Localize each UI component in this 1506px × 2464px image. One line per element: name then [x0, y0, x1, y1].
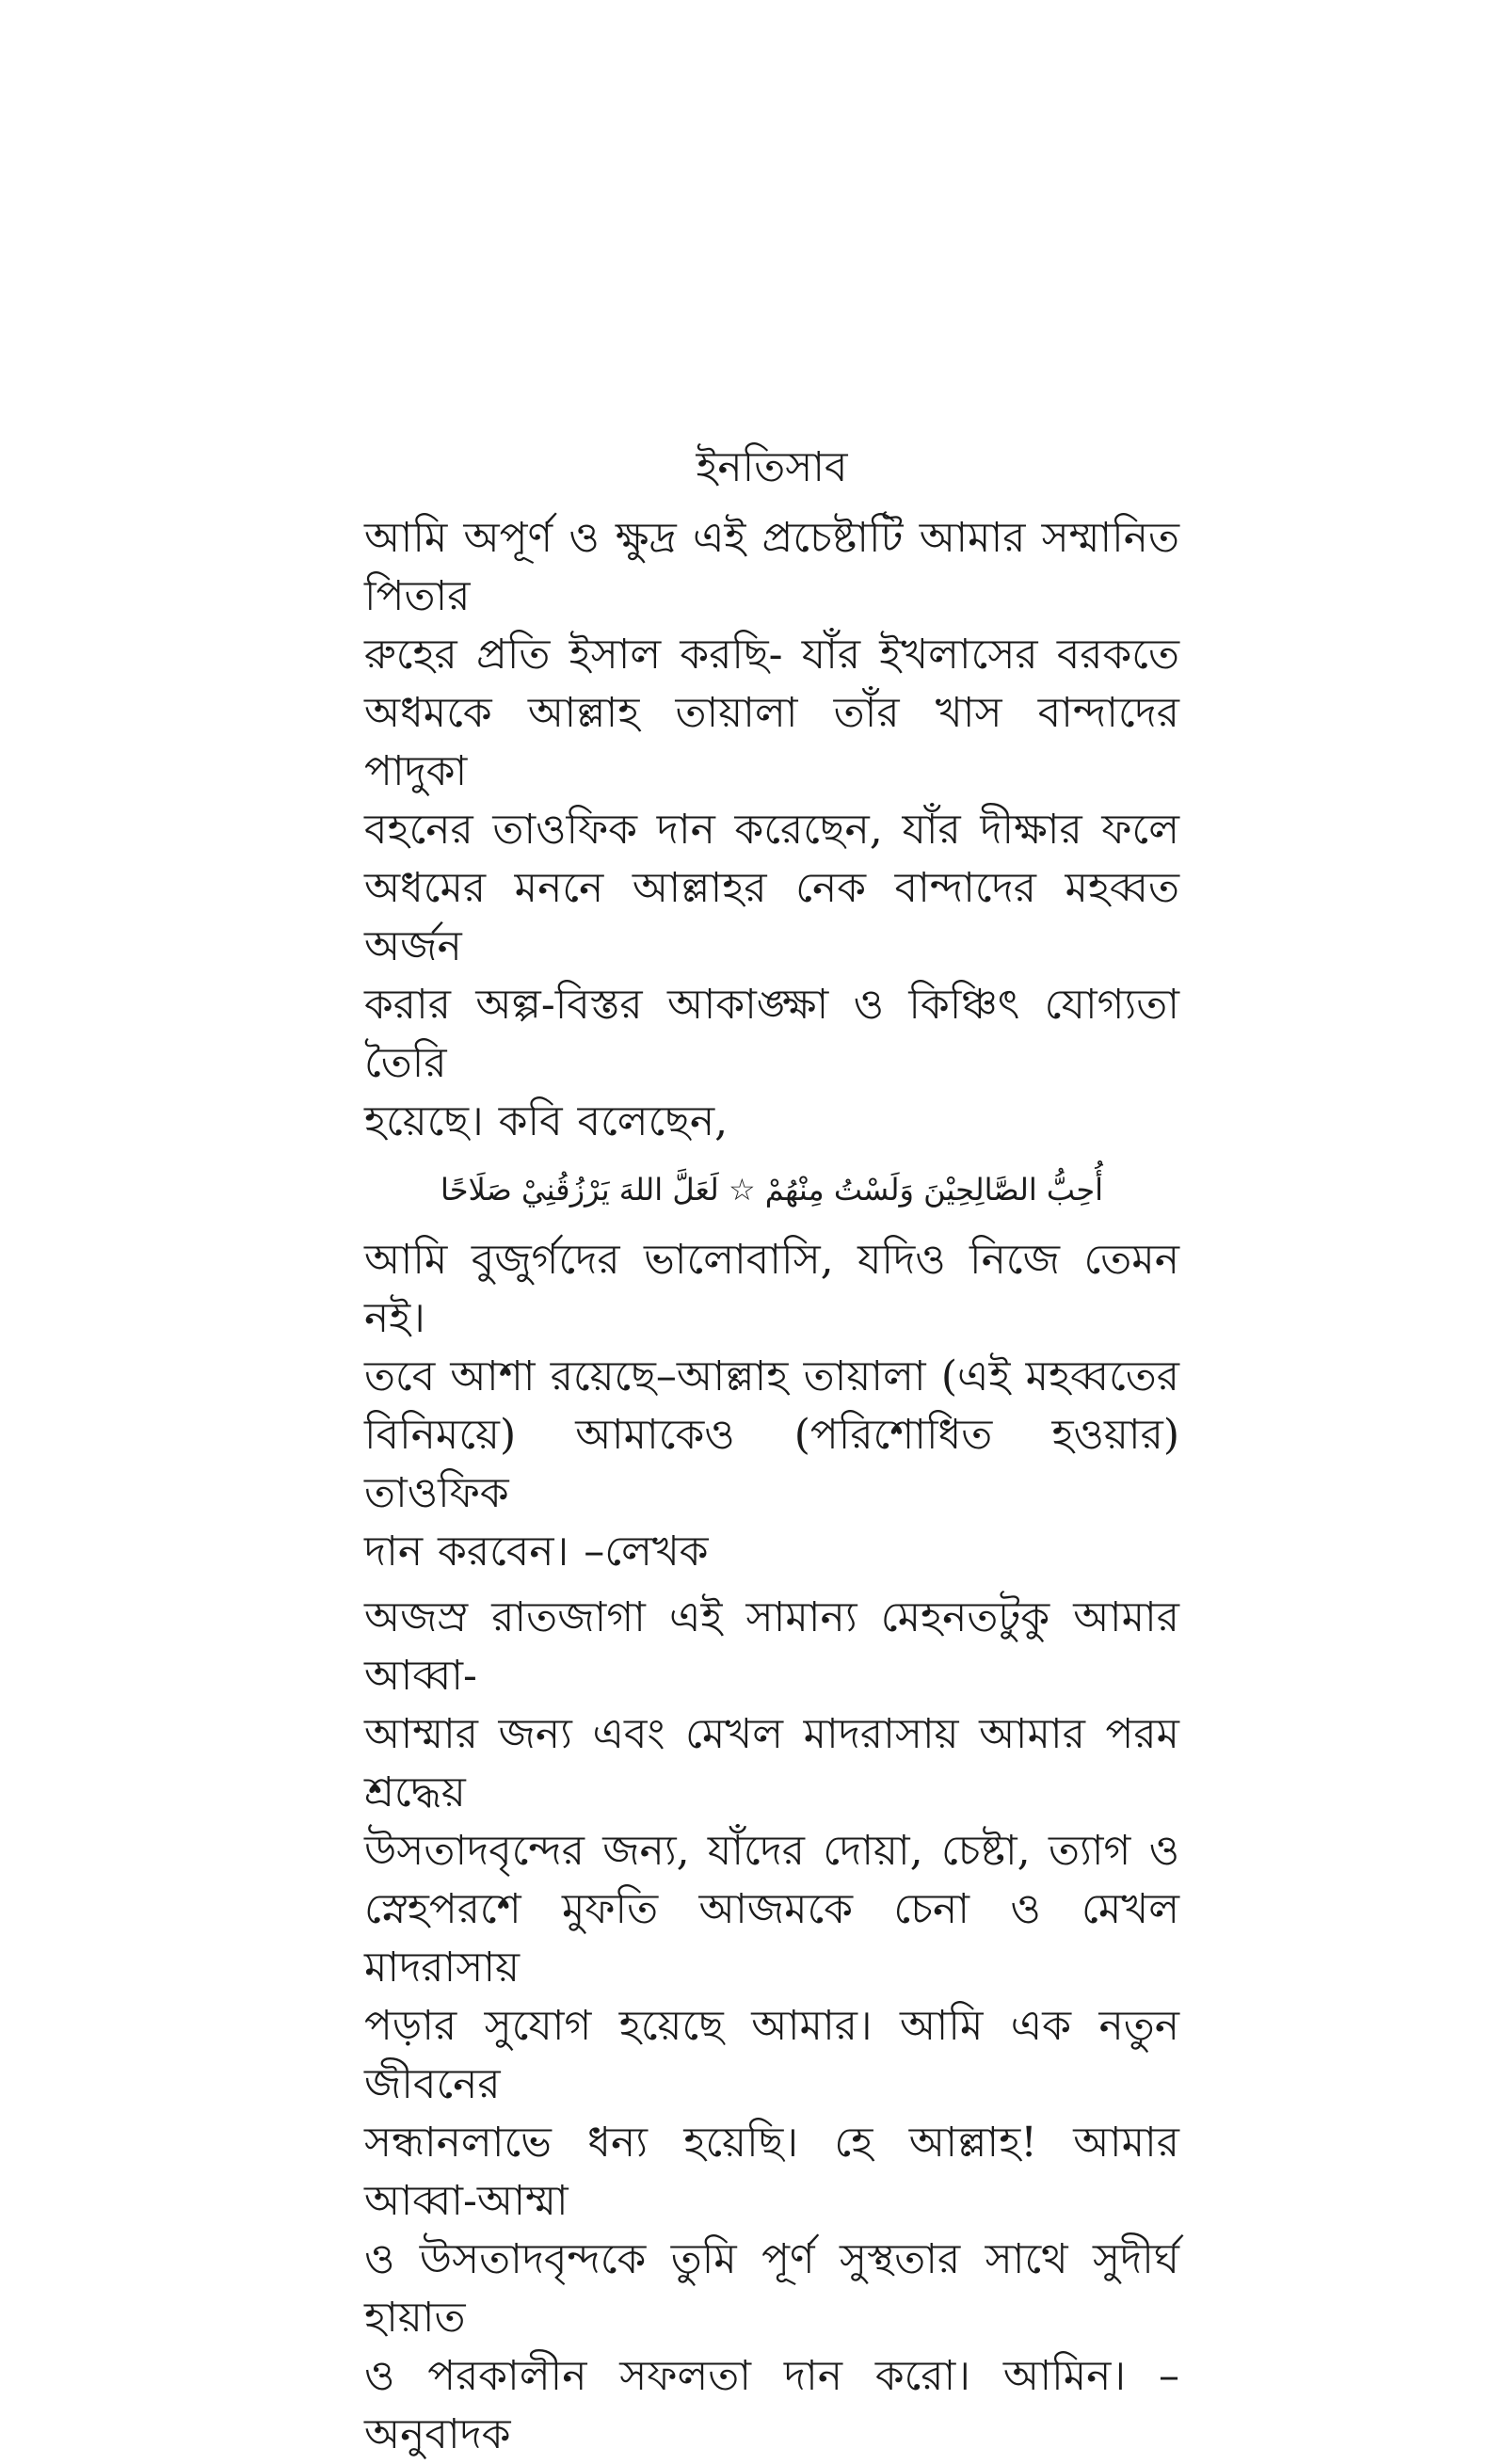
poem-translation-paragraph — [364, 1231, 1179, 1581]
translator-note-line: ও উসতাদবৃন্দকে তুমি পূর্ণ সুস্থতার সাথে সুদীর্ঘ হায়াত — [364, 2235, 1179, 2342]
dedication-paragraph — [364, 509, 1179, 1151]
dedication-line: আমি অপূর্ণ ও ক্ষুদ্র এই প্রচেষ্টাটি আমার সম্মানিত পিতার — [364, 514, 1179, 620]
arabic-poem-verse: أُحِبُّ الصَّالِحِيْنَ وَلَسْتُ مِنْهُمْ ☆ لَعَلَّ اللهَ يَرْزُقُنِيْ صَلَاحًا — [441, 1172, 1103, 1208]
dedication-line: হয়েছে। কবি বলেছেন, — [364, 1097, 729, 1145]
poem-translation-line: তবে আশা রয়েছে–আল্লাহ তায়ালা (এই মহব্বতের — [364, 1352, 1179, 1400]
translator-note-line: পড়ার সুযোগ হয়েছে আমার। আমি এক নতুন জীবনের — [364, 2002, 1179, 2108]
dedication-line: অধমের মননে আল্লাহর নেক বান্দাদের মহব্বত অর্জন — [364, 864, 1179, 970]
translator-note-line: উসতাদবৃন্দের জন্য, যাঁদের দোয়া, চেষ্টা, ত্যাগ ও — [364, 1827, 1179, 1875]
poem-translation-line: দান করবেন। –লেখক — [364, 1528, 709, 1576]
translator-note-line: আম্মার জন্য এবং মেখল মাদরাসায় আমার পরম শ্রদ্ধেয় — [364, 1710, 1179, 1816]
dedication-line: রুহের প্রতি ইসাল করছি- যাঁর ইখলাসের বরকতে — [364, 631, 1179, 679]
translator-note-line: অজস্র রাতজাগা এই সামান্য মেহনতটুকু আমার আব্বা- — [364, 1593, 1179, 1700]
dedication-line: অধমকে আল্লাহ তায়ালা তাঁর খাস বান্দাদের পাদুকা — [364, 689, 1179, 795]
translator-note-line: ও পরকালীন সফলতা দান করো। আমিন। –অনুবাদক — [364, 2352, 1179, 2458]
page-title: ইনতিসাব — [696, 443, 848, 491]
poem-translation-line: আমি বুজুর্গদের ভালোবাসি, যদিও নিজে তেমন নই। — [364, 1236, 1180, 1342]
text-column — [364, 439, 1179, 2464]
translator-note-line: সন্ধানলাভে ধন্য হয়েছি। হে আল্লাহ! আমার আব্বা-আম্মা — [364, 2119, 1179, 2225]
dedication-line: করার অল্প-বিস্তর আকাঙ্ক্ষা ও কিঞ্চিৎ যোগ্যতা তৈরি — [364, 981, 1179, 1087]
poem-translation-line: বিনিময়ে) আমাকেও (পরিশোধিত হওয়ার) তাওফিক — [364, 1411, 1179, 1517]
translator-note-paragraph — [364, 1589, 1179, 2464]
dedication-line: বহনের তাওফিক দান করেছেন, যাঁর দীক্ষার ফলে — [364, 806, 1179, 854]
translator-note-line: স্নেহপরশে মুফতি আজমকে চেনা ও মেখল মাদরাসায় — [364, 1885, 1179, 1992]
